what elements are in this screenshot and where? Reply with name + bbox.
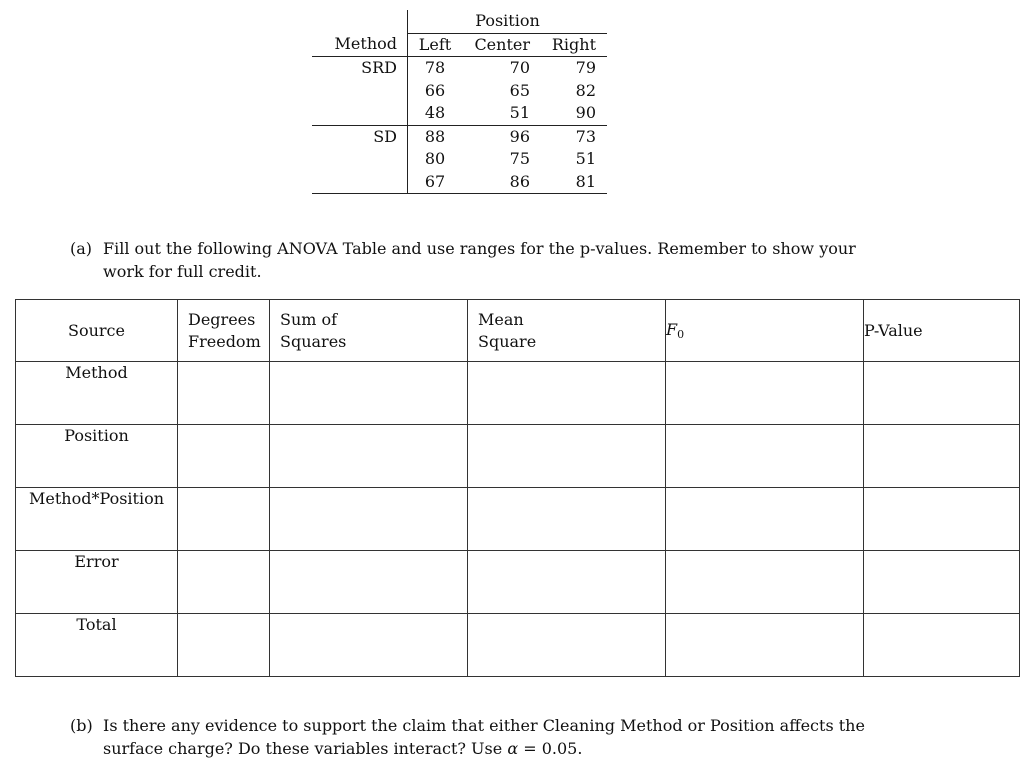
cell-value: 70 xyxy=(509,58,530,77)
cell-value: 51 xyxy=(575,149,596,168)
answer-cell-ms[interactable] xyxy=(468,362,666,425)
position-header-row xyxy=(312,10,607,33)
answer-cell-p[interactable] xyxy=(864,551,1020,614)
cell-value: 75 xyxy=(509,149,530,168)
cell-value: 48 xyxy=(408,102,463,125)
alpha-symbol: α xyxy=(507,739,519,758)
table-row xyxy=(312,148,607,171)
row-label: Position xyxy=(16,425,178,488)
answer-cell-f[interactable] xyxy=(666,488,864,551)
cell-value: 86 xyxy=(462,171,541,194)
question-b-line2: surface charge? Do these variables interact? Use α = 0.05. xyxy=(103,739,583,758)
f-statistic-header: F0 xyxy=(666,300,864,362)
question-a-label: (a) xyxy=(70,239,93,258)
cell-value: 96 xyxy=(462,125,541,148)
source-header: Source xyxy=(16,300,178,362)
cell-value: 51 xyxy=(509,103,530,122)
left-header: Left xyxy=(408,33,463,57)
anova-row-method xyxy=(16,362,1020,425)
center-header: Center xyxy=(462,33,541,57)
answer-cell-df[interactable] xyxy=(178,425,270,488)
mean-square-header: Mean Square xyxy=(468,300,666,362)
cell-value: 78 xyxy=(408,57,463,80)
answer-cell-ss[interactable] xyxy=(270,488,468,551)
table-row xyxy=(312,80,607,103)
method-label-sd: SD xyxy=(312,125,408,148)
p-value-header: P-Value xyxy=(864,300,1020,362)
answer-cell-f[interactable] xyxy=(666,551,864,614)
method-label-srd: SRD xyxy=(361,58,397,77)
sum-of-squares-header: Sum of Squares xyxy=(270,300,468,362)
row-label: Method xyxy=(16,362,178,425)
position-header: Position xyxy=(408,10,608,33)
anova-row-total xyxy=(16,614,1020,677)
answer-cell-df[interactable] xyxy=(178,614,270,677)
data-table xyxy=(312,10,607,194)
table-row xyxy=(312,102,607,125)
answer-cell-ss[interactable] xyxy=(270,551,468,614)
cell-value: 82 xyxy=(575,80,596,100)
question-b-line1: Is there any evidence to support the claim that either Cleaning Method or Position affects the xyxy=(103,716,865,735)
row-label: Method*Position xyxy=(16,488,178,551)
answer-cell-df[interactable] xyxy=(178,362,270,425)
answer-cell-ss[interactable] xyxy=(270,425,468,488)
row-label: Error xyxy=(16,551,178,614)
answer-cell-ms[interactable] xyxy=(468,488,666,551)
right-header: Right xyxy=(541,33,607,57)
cell-value: 67 xyxy=(408,171,463,194)
column-header-row xyxy=(312,33,607,57)
anova-table xyxy=(15,299,1020,677)
answer-cell-p[interactable] xyxy=(864,425,1020,488)
cell-value: 80 xyxy=(408,148,463,171)
anova-row-error xyxy=(16,551,1020,614)
anova-row-interaction xyxy=(16,488,1020,551)
cell-value: 65 xyxy=(509,80,530,100)
question-a xyxy=(70,237,900,283)
method-header: Method xyxy=(312,33,408,57)
answer-cell-f[interactable] xyxy=(666,425,864,488)
cell-value: 90 xyxy=(575,103,596,122)
answer-cell-ms[interactable] xyxy=(468,551,666,614)
question-a-line2: work for full credit. xyxy=(103,262,262,281)
anova-row-position xyxy=(16,425,1020,488)
table-row xyxy=(312,171,607,194)
answer-cell-p[interactable] xyxy=(864,614,1020,677)
table-row xyxy=(312,57,607,80)
cell-value: 79 xyxy=(575,58,596,77)
answer-cell-p[interactable] xyxy=(864,488,1020,551)
cell-value: 73 xyxy=(541,125,607,148)
answer-cell-df[interactable] xyxy=(178,551,270,614)
cell-value: 81 xyxy=(541,171,607,194)
table-row xyxy=(312,125,607,148)
answer-cell-p[interactable] xyxy=(864,362,1020,425)
row-label: Total xyxy=(16,614,178,677)
question-a-line1: Fill out the following ANOVA Table and use ranges for the p-values. Remember to show your xyxy=(103,239,856,258)
answer-cell-f[interactable] xyxy=(666,614,864,677)
answer-cell-df[interactable] xyxy=(178,488,270,551)
answer-cell-ms[interactable] xyxy=(468,614,666,677)
question-b-label: (b) xyxy=(70,716,93,735)
question-b xyxy=(70,714,900,760)
cell-value: 66 xyxy=(408,80,463,103)
anova-header-row xyxy=(16,300,1020,362)
answer-cell-ss[interactable] xyxy=(270,362,468,425)
answer-cell-ms[interactable] xyxy=(468,425,666,488)
answer-cell-f[interactable] xyxy=(666,362,864,425)
cell-value: 88 xyxy=(408,125,463,148)
answer-cell-ss[interactable] xyxy=(270,614,468,677)
degrees-freedom-header: Degrees Freedom xyxy=(178,300,270,362)
